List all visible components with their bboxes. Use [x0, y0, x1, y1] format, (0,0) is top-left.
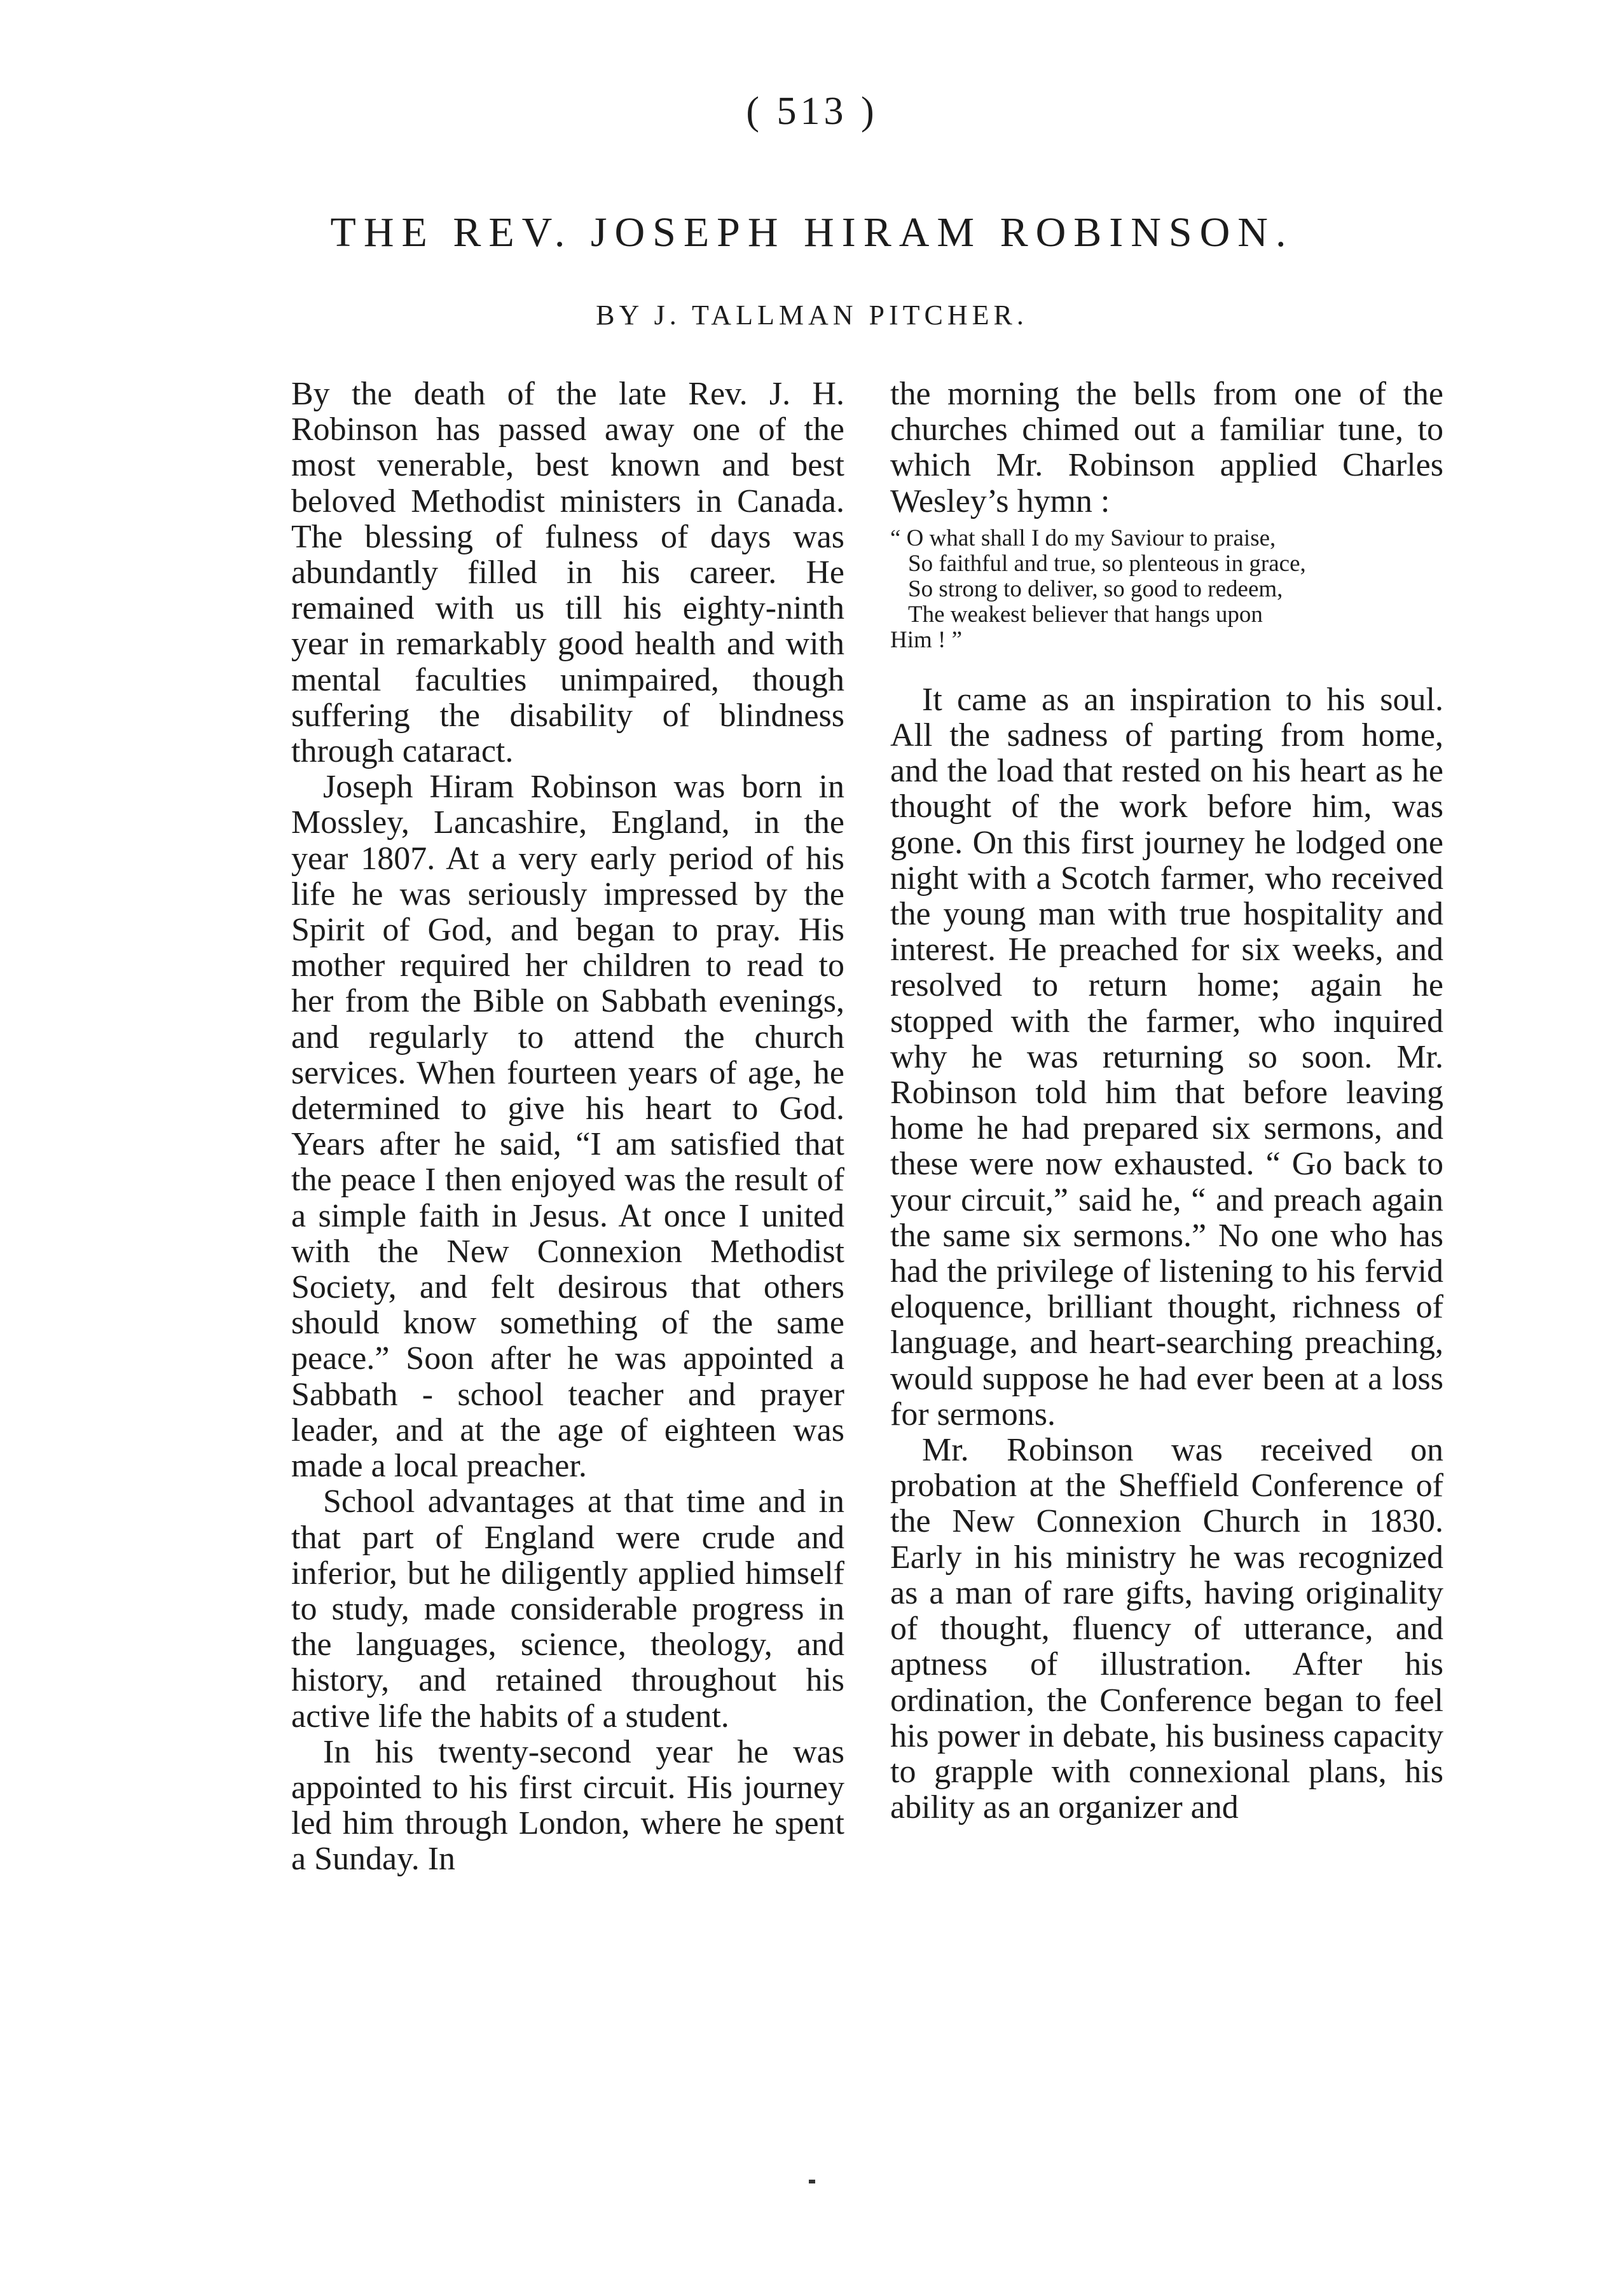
- article-byline: BY J. TALLMAN PITCHER.: [596, 299, 1028, 331]
- article-title: THE REV. JOSEPH HIRAM ROBINSON.: [330, 209, 1294, 256]
- paragraph: Mr. Robinson was received on probation at the Sheffield Conference of the New Connexion Church in 1830. Early in his ministry he was recognized as a man of rare gifts, having originality of thought, fluency of utterance, and aptness of illustration. After his ordination, the Conference began to feel his power in debate, his business capacity to grapple with connexional plans, his ability as an organizer and: [890, 1432, 1443, 1826]
- hymn-line: The weakest believer that hangs upon: [908, 601, 1263, 628]
- paragraph: By the death of the late Rev. J. H. Robinson has passed away one of the most venerable, best known and best beloved Methodist ministers in Canada. The blessing of fulness of days was abundantly filled in his career. He remained with us till his eighty-ninth year in remarkably good health and with mental faculties unimpaired, though suffering the disability of blindness through cataract.: [291, 376, 844, 770]
- paragraph: In his twenty-second year he was appointed to his first circuit. His journey led him through London, where he spent a Sunday. In: [291, 1733, 844, 1878]
- hymn-line: So faithful and true, so plenteous in grace,: [908, 550, 1306, 577]
- right-column: [890, 376, 1443, 1825]
- hymn-line: Him ! ”: [890, 626, 963, 653]
- left-column: [291, 376, 844, 1878]
- hymn-line: So strong to deliver, so good to redeem,: [908, 575, 1283, 602]
- paragraph: It came as an inspiration to his soul. All the sadness of parting from home, and the load that rested on his heart as he thought of the work before him, was gone. On this first journey he lodged one night with a Scotch farmer, who received the young man with true hospitality and interest. He preached for six weeks, and resolved to return home; again he stopped with the farmer, who inquired why he was returning so soon. Mr. Robinson told him that before leaving home he had prepared six sermons, and these were now exhausted. “ Go back to your circuit,” said he, “ and preach again the same six sermons.” No one who has had the privilege of listening to his fervid eloquence, brilliant thought, richness of language, and heart-searching preaching, would suppose he had ever been at a loss for sermons.: [890, 681, 1443, 1433]
- print-mark: [809, 2180, 815, 2183]
- paragraph: School advantages at that time and in that part of England were crude and inferior, but he diligently applied himself to study, made considerable progress in the languages, science, theology, and history, and retained throughout his active life the habits of a student.: [291, 1483, 844, 1735]
- hymn-line: “ O what shall I do my Saviour to praise,: [890, 525, 1276, 551]
- paragraph: Joseph Hiram Robinson was born in Mossley, Lancashire, England, in the year 1807. At a very early period of his life he was seriously impressed by the Spirit of God, and began to pray. His mother required her children to read to her from the Bible on Sabbath evenings, and regularly to attend the church services. When fourteen years of age, he determined to give his heart to God. Years after he said, “I am satisfied that the peace I then enjoyed was the result of a simple faith in Jesus. At once I united with the New Connexion Methodist Society, and felt desirous that others should know something of the same peace.” Soon after he was appointed a Sabbath - school teacher and prayer leader, and at the age of eighteen was made a local preacher.: [291, 769, 844, 1485]
- hymn-quote: [890, 526, 1443, 653]
- page-number: ( 513 ): [746, 90, 878, 133]
- paragraph: the morning the bells from one of the churches chimed out a familiar tune, to which Mr. Robinson applied Charles Wesley’s hymn :: [890, 376, 1443, 519]
